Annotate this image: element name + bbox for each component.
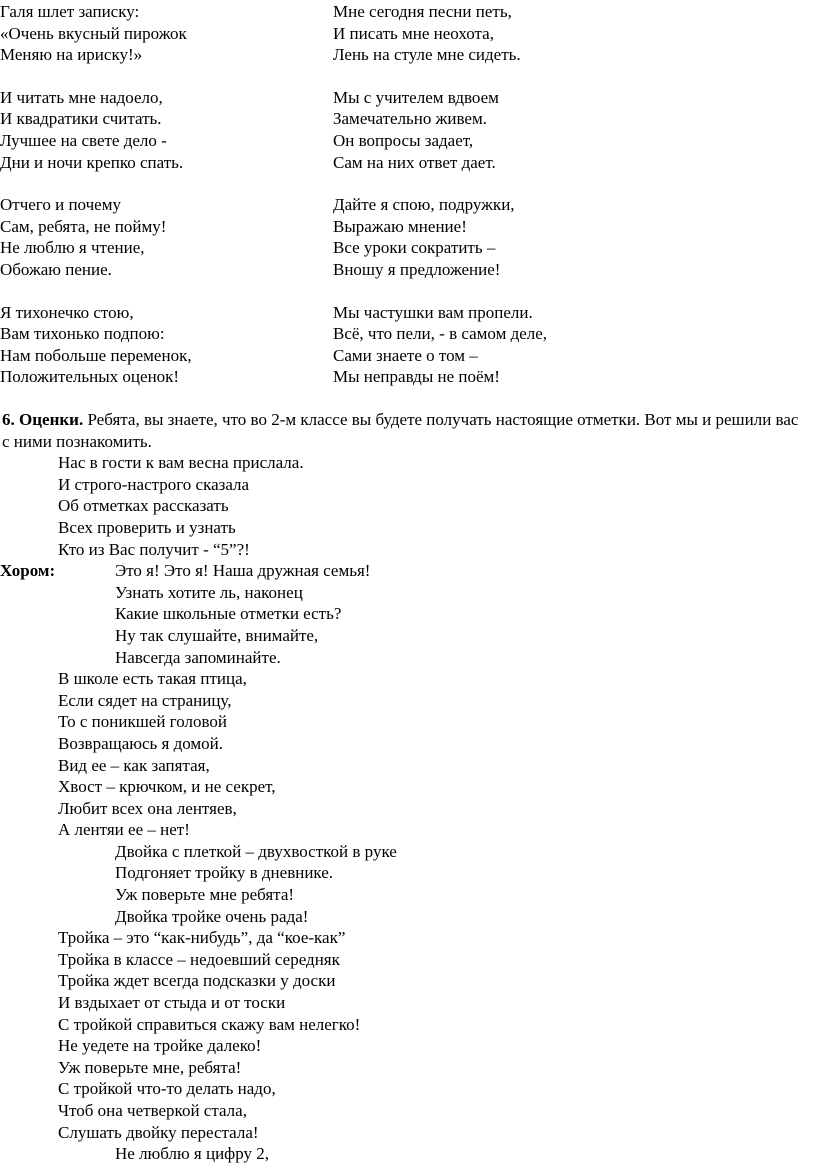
poem-stanza [333,302,803,388]
verse-line: И строго-настрого сказала [58,474,250,494]
poem-stanza [0,302,320,388]
section-intro: Ребята, вы знаете, что во 2-м классе вы будете получать настоящие отметки. Вот мы и решили вас с ними познакомить. [2,410,799,451]
poem-line: Вам тихонько подпою: [0,324,165,344]
section-number: 6. [2,410,15,429]
poem-stanza [333,87,803,173]
section-title: Оценки. [19,410,84,429]
poem-line: Выражаю мнение! [333,216,467,236]
poem-line: Он вопросы задает, [333,130,474,150]
poem-line: Лень на стуле мне сидеть. [333,45,521,65]
poem-line: Галя шлет записку: [0,2,140,21]
poem-stanza [0,194,320,280]
verse-line: Подгоняет тройку в дневнике. [115,863,334,883]
verse-line: То с поникшей головой [58,712,228,732]
poem-line: Все уроки сократить – [333,238,496,258]
poem-line: И квадратики считать. [0,109,162,129]
verse-line: Тройка в классе – недоевший середняк [58,949,340,969]
verse-line: В школе есть такая птица, [58,669,247,689]
verse-line: Возвращаюсь я домой. [58,733,224,753]
poem-line: Положительных оценок! [0,367,180,387]
verse-line: Навсегда запоминайте. [115,647,281,667]
poem-line: Замечательно живем. [333,109,487,129]
poem-line: Меняю на ириску!» [0,45,143,65]
poem-line: Мы с учителем вдвоем [333,87,499,107]
verse-line: Об отметках рассказать [58,496,229,516]
poem-line: Мне сегодня песни петь, [333,2,512,21]
poem-line: Обожаю пение. [0,259,112,279]
verse-line: Уж поверьте мне ребята! [115,885,295,905]
poem-line: Вношу я предложение! [333,259,501,279]
verse-line: Любит всех она лентяев, [58,798,237,818]
verse-line: Двойка тройке очень рада! [115,906,309,926]
poem-line: Всё, что пели, - в самом деле, [333,324,548,344]
poem-line: Мы неправды не поём! [333,367,500,387]
verse-block [0,841,810,927]
verse-line: Узнать хотите ль, наконец [115,582,303,602]
poem-line: И писать мне неохота, [333,23,494,43]
verse-line: Кто из Вас получит - “5”?! [58,539,250,559]
poem-line: Дни и ночи крепко спать. [0,152,184,172]
section-intro-paragraph [0,409,810,452]
verse-block [0,452,810,560]
verse-line: И вздыхает от стыда и от тоски [58,993,286,1013]
verse-line: Нас в гости к вам весна прислала. [58,453,304,473]
poem-line: «Очень вкусный пирожок [0,23,187,43]
poem-line: Мы частушки вам пропели. [333,302,533,322]
poem-line: Лучшее на свете дело - [0,130,167,150]
verse-line: Вид ее – как запятая, [58,755,210,775]
verse-line: Слушать двойку перестала! [58,1122,259,1142]
verse-line: Это я! Это я! Наша дружная семья! [115,561,371,581]
poem-stanza [333,194,803,280]
verse-line: Уж поверьте мне, ребята! [58,1057,242,1077]
verse-line: Если сядет на страницу, [58,690,232,710]
verse-line: Какие школьные отметки есть? [115,604,342,624]
poem-line: Сам на них ответ дает. [333,152,496,172]
poem-stanza [333,1,803,66]
verse-line: Чтоб она четверкой стала, [58,1101,247,1120]
verse-block [0,927,810,1143]
poem-line: Дайте я спою, подружки, [333,195,515,215]
poem-stanza [0,87,320,173]
poem-line: Сам, ребята, не пойму! [0,216,167,236]
verse-line: А лентяи ее – нет! [58,820,190,840]
verse-line: С тройкой что-то делать надо, [58,1079,276,1099]
poem-line: Нам побольше переменок, [0,345,192,365]
poem-line: Я тихонечко стою, [0,302,134,322]
verse-block [0,1143,810,1165]
verse-line: Хвост – крючком, и не секрет, [58,777,276,797]
verse-line: Не люблю я цифру 2, [115,1144,269,1164]
verse-line: Ну так слушайте, внимайте, [115,625,319,645]
poem-stanza [0,1,320,66]
verse-line: Не уедете на тройке далеко! [58,1036,262,1056]
poem-line: Не люблю я чтение, [0,238,145,258]
poem-line: Отчего и почему [0,195,121,215]
verse-line: С тройкой справиться скажу вам нелегко! [58,1014,361,1034]
verse-line: Тройка – это “как-нибудь”, да “кое-как” [58,928,346,948]
poem-left-column [0,1,320,409]
section-grades [0,409,810,1165]
verse-line: Всех проверить и узнать [58,517,236,537]
verse-line: Двойка с плеткой – двухвосткой в руке [115,841,397,861]
poem-line: И читать мне надоело, [0,87,163,107]
poem-right-column [333,1,803,409]
verse-line: Тройка ждет всегда подсказки у доски [58,971,336,991]
poem-line: Сами знаете о том – [333,345,478,365]
chorus-label: Хором: [0,561,56,581]
chorus-block [0,560,810,668]
verse-block [0,668,810,841]
chorus-row [0,560,810,582]
